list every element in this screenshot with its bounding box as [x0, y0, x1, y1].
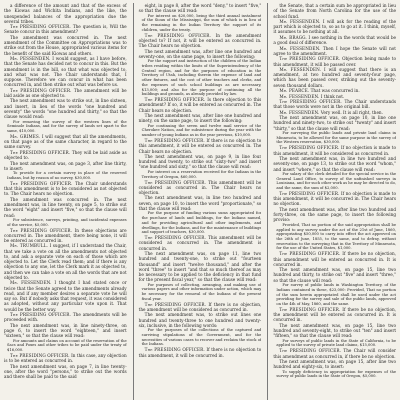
speaker-name: The PRESIDING OFFICER. — [10, 24, 71, 30]
speaker-name: The PRESIDING OFFICER. — [144, 235, 206, 241]
body-paragraph: The next amendment was, on page 11, line two hundred and twenty-one, to strike out "fourteen thousand" and insert "twelve thousand," and after the word "three" to insert "and that so much thereof as may be necessary to be applied to the deficiency in that fund for the present fiscal year," so that the clause will read: — [138, 251, 262, 283]
speech-text: I will ask for the reading of the part which is objected to, so as to go at it. I think, myself, it assumes to be nothing at all. — [273, 18, 397, 35]
column-right — [267, 3, 396, 400]
speech-paragraph — [4, 150, 127, 161]
speech-text: If there be no objection, the amendment will be entered as concurred in. It is concurred in. — [273, 306, 397, 323]
body-paragraph: The next amendment was, after line two hundred and forty-three, on the same page, to insert the following proviso: — [273, 206, 397, 223]
quoted-clause: For amounts and claims on account of the reservation of the Sacs and Foxes and other tribes to be paid under the treaty of $16,000. — [7, 338, 127, 353]
speech-text: If there is no objection, the amendment will be considered as concurred in. — [138, 301, 262, 312]
body-paragraph: The next amendment was, on page 10, in line one hundred and ninety-two, to strike out "twenty" and insert "thirty," so that the clause will read: — [273, 115, 397, 131]
speech-text: The Chair understands that those words were not in the original bill. — [273, 99, 396, 110]
speech-text: I think not. — [320, 93, 345, 99]
body-paragraph: The next amendment was, on page 9, in line four hundred and twenty, to strike out "sixty-two" and insert "one hundred and sixty," so that the clause will read: — [138, 153, 262, 170]
body-paragraph: The next amendment was, on page 15, line two hundred and seventy-eight, to strike out "ten" and insert "fifteen," so that the clause will read: — [273, 322, 397, 339]
speech-text: The amendment will be laid aside as one objected to. — [4, 87, 127, 98]
body-paragraph: The amendment was concurred in. The next amendment was, in line twenty, on page 5, to strike out the word "eight" and insert "five," so that the clause will read: — [4, 196, 127, 218]
speaker-name: The PRESIDING OFFICER. — [144, 347, 205, 353]
speech-text: I thought I had stated once or twice that the Senate agreed to the amendments already read, and if any member desires a separate vote he will say so. But if nobody asks that request, it was considered as adopted, without any particular vote upon it. That would be the better way. — [4, 280, 127, 312]
speech-paragraph — [273, 307, 396, 323]
speaker-name: The PRESIDING OFFICER. — [279, 56, 341, 62]
speech-paragraph — [273, 35, 396, 46]
quoted-clause: For interest on a reservation received for the Indians in the Territory of Oregon, $60,000. — [141, 169, 262, 179]
quoted-clause: For the support and instruction of the children of the Indian tribes residing within the limits of the Superintendency of the Central region, and for the purposes of education in the Territory of Utah, including therein the expense of land and other fixtures, and the cost of other teachers and clerks, and the expenses of such school buildings as are necessary, $13,000; and also for the purpose of continuing all the buildings and grounds, as already provided by law. — [141, 59, 262, 97]
column-left — [4, 3, 127, 400]
speech-text: This amendment will be considered as concurred in. The amendment is concurred in. — [138, 235, 262, 251]
quoted-clause: For salary of the clerk detailed for the special service in the General Land Office, to survey of the unfinished surveys in Louisiana, and for such other work as he may be directed to do, and the same, the sum of $2,000. — [276, 171, 397, 191]
speech-text: The amendments will be proceeded with. — [4, 312, 127, 323]
speaker-name: The PRESIDING OFFICER. — [144, 32, 211, 38]
speaker-name: The PRESIDING OFFICER. — [279, 145, 340, 151]
speaker-name: Mr. BRAGG. — [279, 34, 307, 40]
speaker-name: The PRESIDING OFFICER. — [10, 180, 73, 186]
speech-text: The Chair will consider this amendment as concurred in, if there be no objection. — [273, 348, 396, 359]
speech-text: In this case, any objection is to be entered as concurred in. — [4, 353, 127, 364]
quoted-clause: To supply deficiency in appropriation for expenses of the survey of public lands in the State of Oregon, $5,000. — [276, 369, 397, 379]
speech-paragraph — [273, 19, 396, 35]
speech-text: The Chair understands that this amendment is to be considered as not objected to. The Chair hears no objection. — [4, 180, 127, 197]
speaker-name: Mr. FESSENDEN. — [279, 66, 322, 72]
quoted-clause: To provide for a certain survey in place of the reserved Indians, but by reason of no survey, $30,000. — [7, 171, 127, 180]
speaker-name: The PRESIDING OFFICER. — [10, 312, 71, 318]
speaker-name: The PRESIDING OFFICER. — [10, 353, 70, 359]
speaker-name: Mr. FESSENDEN. — [279, 93, 320, 99]
speech-paragraph — [139, 302, 262, 313]
speech-text: If there be no objection, this amendment will be entered as concurred in. It is concurred in. — [273, 251, 397, 267]
speech-paragraph — [139, 138, 262, 154]
column-middle — [133, 3, 262, 400]
speech-paragraph — [273, 191, 396, 207]
quoted-clause: For purposes of collecting, arranging, and making use of various papers and other information under action, which may be necessary for the removal of the Indians of the present fiscal year. — [141, 282, 262, 301]
body-paragraph: The next amendment was, after line one hundred and ninety, on the same page, to insert the following: — [138, 113, 262, 124]
body-paragraph: The amendment was concurred in. The next amendment of the Committee on Appropriations was to strike out from the House, appropriated various items for the benefit of the said Kiowas and others. — [4, 34, 127, 56]
speech-paragraph — [139, 33, 262, 49]
speaker-name: Mr. TRUMBULL. — [10, 243, 48, 249]
speech-paragraph — [4, 353, 127, 364]
speech-text: If there is no objection to this amendment, it will be concurred in. — [138, 347, 262, 358]
speaker-name: Mr. PESSENDEN. — [10, 56, 51, 62]
speech-text: I would suggest, as I have before, that the Senate has decided not to concur in this. But the amendment is in the bill, so that what was objected to, and what was not. The Chair understands that, I suppose. Therefore we can concur in what has been concurred in, and then strike out what was before us. — [4, 56, 127, 88]
speech-paragraph — [273, 145, 396, 156]
quoted-clause: For removing the survey of the western lines of the Seminole Indians, and for the survey of lands set apart to the same, $10,000. — [7, 119, 127, 134]
speech-paragraph — [4, 134, 127, 150]
speech-paragraph — [273, 46, 396, 57]
speech-paragraph — [273, 56, 396, 67]
speaker-name: The PRESIDING OFFICER. — [279, 99, 342, 104]
quoted-clause: For subsistence, surveys, printing, and incidental expenses of the service, $5,000. — [7, 217, 127, 227]
speaker-name: The PRESIDING OFFICER. — [10, 227, 73, 233]
speech-text: Objection being made to this amendment, it will be passed over. — [273, 56, 396, 67]
speech-text: In the amendment objected to? If not, it will be entered as concurred in. The Chair hears no objection. — [138, 32, 262, 49]
speech-paragraph — [273, 99, 396, 110]
body-paragraph: eight, in page 8, after the word "deny," to insert "five," so that the clause will read: — [138, 3, 262, 14]
speech-paragraph — [4, 88, 127, 99]
body-paragraph: The next amendment was, on page 15, after line two hundred and eighty-six, to insert: — [273, 359, 397, 370]
speaker-name: Mr. FESSENDEN. — [279, 18, 321, 24]
speech-paragraph — [4, 181, 127, 197]
quoted-clause: For the purposes of the collections of the captured and surviving stipulations of the Government, and for the necessities of various cases to recover and reclaim the stock of the Indians. — [141, 328, 262, 347]
speech-text: If there is no objection to this amendment, it will be entered as concurred in. The Chair hears no objection. — [138, 138, 262, 154]
speaker-name: The PRESIDING OFFICER. — [279, 190, 340, 196]
speech-text: I suggest, if I understand the Chair, that we take a vote on all the amendments not objected to, and ask a separate vote on each of those which are objected to. Let the Clerk read them; and if there is any objection to any one, let the Clerk mark it as objected to, and then we can take a vote on all the words that are not objected to. — [4, 243, 127, 280]
speaker-name: The PRESIDING OFFICER. — [144, 97, 206, 103]
speech-text: In these objections are concurred in. The amendment, there being none, it will be entered as concurred in. — [4, 227, 127, 244]
speech-paragraph — [4, 243, 127, 280]
speech-paragraph — [273, 251, 396, 267]
speech-paragraph — [4, 228, 127, 244]
quoted-clause: For interest on $20,000, being the third annual instalment of the Sioux of the Mississippi, the sum of which is in lieu of the remaining in the Indian Territory the support of its children, under the treaty. — [141, 13, 262, 32]
speech-text: Then I hope the Senate will not agree to the amendment. — [273, 45, 396, 56]
speaker-name: Mr. GRIMES. — [10, 133, 41, 139]
speaker-name: The PRESIDING OFFICER. — [279, 251, 341, 257]
speaker-name: The PRESIDING OFFICER. — [144, 138, 205, 144]
speech-paragraph — [139, 347, 262, 358]
speaker-name: Mr. PEARCE. — [279, 88, 310, 94]
speech-text: I will suggest that all the amendments, on that page as of the same character, in regard to the same survey. — [4, 133, 127, 150]
speaker-name: The PRESIDING OFFICER. — [144, 301, 207, 307]
speech-text: Is there objection to this amendment? If so, it will be entered as concurred in. The Chair hears no objection. — [138, 97, 262, 113]
quoted-clause: Provided, That no portion of the said appropriation shall be applied to any survey under the act of the 21st of June, 1860, appropriating $50,000 to carry into effect the act approved on the 26th of June, 1855, to the same, and to defray, without reservation to the surveying that in the Territory of Minnesota, for the use of the United States, $1,000. — [276, 222, 397, 251]
body-paragraph: The next amendment was, on page 3, after line thirty, to insert: — [4, 160, 127, 171]
body-paragraph: The next amendment was, in line two hundred and seventy-one, on page 13, to strike out the word "whom," and insert "where," so that the clause will read: — [273, 156, 397, 172]
body-paragraph: The next amendment was, in line ninety-three, on page 6, to insert the word "eighteen," and insert "sixteen," so that the clause will read: — [4, 322, 127, 339]
speech-text: The question is, Will the Senate concur in this amendment? — [4, 24, 127, 35]
speech-paragraph — [139, 180, 262, 196]
speaker-name: The PRESIDING OFFICER. — [279, 348, 342, 354]
speech-paragraph — [139, 235, 262, 251]
speech-paragraph — [139, 97, 262, 113]
quoted-clause: For the purpose of funding various sums appropriated for the purchase of lands and buildings, for the Indians named, and for providing agricultural and other implements, and dwellings, for the Indians, and for the maintenance of buildings and support of teachers, $30,000. — [141, 211, 262, 235]
speech-text: They will be laid aside as objected to. — [4, 149, 127, 161]
speaker-name: The PRESIDING OFFICER. — [10, 87, 72, 93]
speech-text: That was concurred in. — [310, 88, 360, 94]
speaker-name: Mr. FESSENDEN. — [279, 109, 320, 115]
body-paragraph: The next amendment was, on page 7, in line twenty-one, after the word "persons," to strike out the words and there shall be paid to the said — [4, 363, 127, 380]
speaker-name: The PRESIDING OFFICER. — [144, 179, 206, 185]
speaker-name: The PRESIDING OFFICER. — [10, 149, 71, 155]
speech-paragraph — [4, 24, 127, 35]
body-paragraph: The next amendment was, in line two hundred and seven, on page 10, to insert the word "proportionate," so that the clause will read: — [138, 195, 262, 211]
speaker-name: Mr. FESSENDEN. — [10, 280, 52, 286]
speaker-name: Mr. FESSENDEN. — [279, 45, 321, 51]
speech-paragraph — [4, 280, 127, 312]
speech-paragraph — [4, 56, 127, 88]
quoted-clause: For surveys of public lands in the State of California, to be applied to the survey of private land claims, $15,000. — [276, 338, 397, 348]
speech-text: If no objection is made to this amendment, it will be concurred in. The Chair hears no objection. — [273, 190, 397, 207]
speaker-name: The PRESIDING OFFICER. — [279, 306, 341, 312]
body-paragraph: The next amendment was to strike out, in line sixteen, and insert, in lieu of the words "one hundred and seventy" the words "one hundred and thirty," so that the clause would read: — [4, 98, 127, 120]
body-paragraph: The next amendment was, after line one hundred and seventy-one, on the same page, to insert the following: — [138, 48, 262, 59]
speech-text: I see nothing in the words that would be a good deal of difference. — [273, 34, 397, 46]
speech-paragraph — [4, 312, 127, 323]
speech-text: If no objection is made to this amendment, it will be considered as concurred in. — [273, 145, 396, 156]
speech-text: Very well. It is all right, then. — [320, 109, 383, 115]
quoted-clause: For surveying the public lands and private land claims in Minnesota, to be allowed for the same purpose in the survey of the Western reservation, $30,000. — [276, 131, 397, 145]
speech-paragraph — [273, 67, 396, 88]
speech-text: This amendment will be considered as concurred in. The Chair hears no objection. — [138, 179, 262, 196]
body-paragraph: The next amendment was, on page 15, line two hundred and thirty, to strike out "five" and insert "three," so that the clause will read: — [273, 267, 397, 283]
speech-paragraph — [273, 348, 396, 359]
body-paragraph: a difference of the amount and that of the excess of the Kiowas and Wichita Indians, and the like, the unexpended balances of the appropriation due the several tribes. — [4, 3, 127, 24]
speech-text: I will suggest that there is an amendment, at two hundred and seventy-four page, which has been passed over, striking out the seventy-seven thousand dollars. — [273, 66, 397, 88]
quoted-clause: For continuing the seven and twelve mail service of the Cherokee Nation, and for subsistence during the year with the number of young Indians as in the year previous, $10,000. — [141, 123, 262, 138]
body-paragraph: the Senate, that a certain sum be appropriated in lieu of the Senate from North Carolina for the use of the school fund. — [273, 3, 397, 19]
quoted-clause: For survey of public lands in Washington Territory, of the Indians contained in these, $23,000: Provided, That no portion of the sum herein appropriated shall be used under the act providing for the survey and sale of the public lands, approved on the 4th of May, 1860, and the same. — [276, 283, 397, 306]
body-paragraph: The next amendment was, to strike out lines one hundred and twenty-three to one hundred and twenty-six, inclusive, in the following words: — [138, 312, 262, 328]
